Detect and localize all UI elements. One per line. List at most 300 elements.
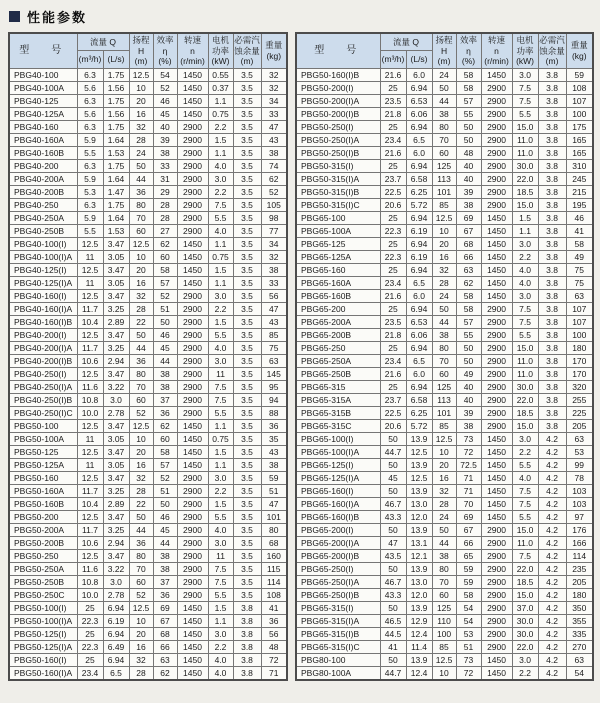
- value-cell: 3.5: [233, 172, 261, 185]
- value-cell: 113: [432, 393, 456, 406]
- value-cell: 66: [456, 250, 481, 263]
- value-cell: 1.64: [103, 133, 129, 146]
- value-cell: 2900: [481, 601, 512, 614]
- value-cell: 80: [129, 198, 153, 211]
- model-cell: PBG65-315: [296, 380, 380, 393]
- value-cell: 1.75: [103, 120, 129, 133]
- table-row: [296, 289, 593, 302]
- value-cell: 50: [380, 653, 406, 666]
- value-cell: 63: [566, 653, 593, 666]
- value-cell: 10: [129, 250, 153, 263]
- value-cell: 1450: [481, 510, 512, 523]
- value-cell: 41: [261, 601, 287, 614]
- value-cell: 6.06: [406, 107, 432, 120]
- value-cell: 3.47: [103, 549, 129, 562]
- value-cell: 44: [432, 315, 456, 328]
- value-cell: 6.49: [103, 640, 129, 653]
- value-cell: 22.0: [512, 393, 538, 406]
- value-cell: 50: [456, 133, 481, 146]
- table-row: [296, 666, 593, 680]
- value-cell: 2900: [481, 302, 512, 315]
- value-cell: 1.5: [208, 263, 233, 276]
- value-cell: 54: [456, 601, 481, 614]
- value-cell: 45: [153, 341, 177, 354]
- model-cell: PBG65-315(I)B: [296, 627, 380, 640]
- value-cell: 10.4: [77, 497, 103, 510]
- value-cell: 80: [129, 549, 153, 562]
- value-cell: 2900: [481, 393, 512, 406]
- value-cell: 2900: [481, 107, 512, 120]
- table-row: [296, 484, 593, 497]
- value-cell: 49: [566, 250, 593, 263]
- value-cell: 3.5: [233, 523, 261, 536]
- model-cell: PBG65-315(I)C: [296, 640, 380, 653]
- value-cell: 6.0: [406, 146, 432, 159]
- column-header-weight: 重量 (kg): [261, 33, 287, 68]
- model-cell: PBG40-250(I)B: [9, 393, 77, 406]
- value-cell: 3.5: [233, 471, 261, 484]
- table-row: [9, 185, 287, 198]
- value-cell: 2900: [177, 120, 208, 133]
- model-cell: PBG50-250A: [9, 562, 77, 575]
- value-cell: 3.47: [103, 510, 129, 523]
- value-cell: 12.5: [77, 419, 103, 432]
- table-row: [296, 536, 593, 549]
- value-cell: 23.5: [380, 94, 406, 107]
- value-cell: 2900: [177, 211, 208, 224]
- model-cell: PBG65-315(I): [296, 601, 380, 614]
- value-cell: 0.37: [208, 81, 233, 94]
- value-cell: 2900: [481, 315, 512, 328]
- value-cell: 165: [566, 146, 593, 159]
- model-cell: PBG65-315A: [296, 393, 380, 406]
- value-cell: 28: [153, 198, 177, 211]
- value-cell: 7.5: [512, 484, 538, 497]
- model-cell: PBG40-100(I)A: [9, 250, 77, 263]
- value-cell: 3.05: [103, 250, 129, 263]
- value-cell: 3.5: [233, 419, 261, 432]
- value-cell: 3.5: [233, 497, 261, 510]
- model-cell: PBG50-160: [9, 471, 77, 484]
- value-cell: 1450: [481, 653, 512, 666]
- value-cell: 35: [261, 432, 287, 445]
- value-cell: 3.5: [233, 575, 261, 588]
- value-cell: 1.75: [103, 68, 129, 81]
- column-header-flow-m3h: (m³/h): [380, 51, 406, 68]
- value-cell: 65: [456, 549, 481, 562]
- value-cell: 3.8: [233, 601, 261, 614]
- value-cell: 75: [566, 263, 593, 276]
- value-cell: 0.75: [208, 250, 233, 263]
- value-cell: 1450: [177, 432, 208, 445]
- value-cell: 3.5: [233, 133, 261, 146]
- table-row: [296, 406, 593, 419]
- value-cell: 15.0: [512, 120, 538, 133]
- value-cell: 2900: [177, 393, 208, 406]
- table-row: [296, 588, 593, 601]
- value-cell: 47: [261, 120, 287, 133]
- value-cell: 60: [129, 224, 153, 237]
- model-cell: PBG65-160(I)B: [296, 510, 380, 523]
- value-cell: 1450: [481, 276, 512, 289]
- value-cell: 44.7: [380, 666, 406, 680]
- column-header-power: 电机 功率 (kW): [208, 33, 233, 68]
- value-cell: 30.0: [512, 380, 538, 393]
- value-cell: 3.8: [538, 328, 566, 341]
- value-cell: 3.47: [103, 367, 129, 380]
- value-cell: 3.25: [103, 341, 129, 354]
- value-cell: 3.8: [538, 133, 566, 146]
- value-cell: 99: [566, 458, 593, 471]
- value-cell: 36: [153, 588, 177, 601]
- value-cell: 5.5: [512, 328, 538, 341]
- value-cell: 38: [432, 107, 456, 120]
- table-row: [296, 458, 593, 471]
- value-cell: 80: [129, 367, 153, 380]
- value-cell: 12.5: [77, 510, 103, 523]
- value-cell: 3.8: [233, 614, 261, 627]
- value-cell: 44.7: [380, 445, 406, 458]
- model-cell: PBG40-250: [9, 198, 77, 211]
- value-cell: 1450: [481, 458, 512, 471]
- value-cell: 11.7: [77, 484, 103, 497]
- value-cell: 1.75: [103, 159, 129, 172]
- value-cell: 2900: [177, 497, 208, 510]
- model-cell: PBG50-160B: [9, 497, 77, 510]
- value-cell: 33: [153, 159, 177, 172]
- value-cell: 3.5: [233, 237, 261, 250]
- value-cell: 20: [129, 263, 153, 276]
- value-cell: 3.8: [538, 393, 566, 406]
- value-cell: 58: [456, 302, 481, 315]
- value-cell: 2.2: [208, 185, 233, 198]
- value-cell: 22: [129, 315, 153, 328]
- value-cell: 36: [261, 614, 287, 627]
- value-cell: 103: [566, 484, 593, 497]
- value-cell: 4.2: [538, 458, 566, 471]
- value-cell: 69: [456, 510, 481, 523]
- value-cell: 2900: [481, 588, 512, 601]
- model-cell: PBG40-160(I)B: [9, 315, 77, 328]
- value-cell: 1450: [177, 94, 208, 107]
- value-cell: 12.5: [77, 328, 103, 341]
- value-cell: 4.0: [208, 341, 233, 354]
- column-header-npsh: 必需汽 蚀余量 (m): [539, 35, 565, 66]
- value-cell: 3.5: [233, 146, 261, 159]
- table-header: [9, 33, 287, 68]
- model-cell: PBG50-100: [9, 419, 77, 432]
- model-cell: PBG50-250: [9, 549, 77, 562]
- value-cell: 40: [456, 393, 481, 406]
- value-cell: 36: [153, 406, 177, 419]
- value-cell: 10.8: [77, 393, 103, 406]
- value-cell: 5.5: [77, 224, 103, 237]
- value-cell: 6.3: [77, 68, 103, 81]
- value-cell: 59: [261, 471, 287, 484]
- value-cell: 2900: [481, 640, 512, 653]
- value-cell: 43: [261, 133, 287, 146]
- model-cell: PBG40-160A: [9, 133, 77, 146]
- value-cell: 25: [77, 601, 103, 614]
- table-row: [296, 640, 593, 653]
- value-cell: 160: [261, 549, 287, 562]
- value-cell: 50: [456, 120, 481, 133]
- value-cell: 73: [456, 653, 481, 666]
- value-cell: 21.8: [380, 328, 406, 341]
- value-cell: 1450: [177, 445, 208, 458]
- value-cell: 114: [261, 575, 287, 588]
- value-cell: 1450: [177, 81, 208, 94]
- value-cell: 63: [153, 653, 177, 666]
- value-cell: 1.1: [208, 146, 233, 159]
- model-cell: PBG40-160B: [9, 146, 77, 159]
- table-row: [9, 419, 287, 432]
- column-header-flow-ls: (L/s): [103, 51, 129, 68]
- value-cell: 3.25: [103, 523, 129, 536]
- value-cell: 15.0: [512, 198, 538, 211]
- value-cell: 67: [456, 224, 481, 237]
- value-cell: 2900: [481, 575, 512, 588]
- value-cell: 3.5: [233, 68, 261, 81]
- value-cell: 205: [566, 419, 593, 432]
- value-cell: 4.2: [538, 549, 566, 562]
- model-cell: PBG65-250(I)B: [296, 588, 380, 601]
- value-cell: 57: [456, 94, 481, 107]
- value-cell: 11: [208, 549, 233, 562]
- value-cell: 28: [129, 133, 153, 146]
- value-cell: 49: [456, 367, 481, 380]
- model-cell: PBG50-315(I): [296, 159, 380, 172]
- value-cell: 50: [432, 81, 456, 94]
- value-cell: 5.5: [208, 510, 233, 523]
- value-cell: 2900: [177, 484, 208, 497]
- performance-table-right: [295, 32, 594, 681]
- value-cell: 80: [432, 562, 456, 575]
- model-cell: PBG40-200A: [9, 172, 77, 185]
- value-cell: 3.8: [538, 250, 566, 263]
- model-cell: PBG40-250(I): [9, 367, 77, 380]
- model-cell: PBG65-250(I)A: [296, 575, 380, 588]
- value-cell: 51: [261, 484, 287, 497]
- value-cell: 46: [153, 328, 177, 341]
- value-cell: 11.0: [512, 367, 538, 380]
- value-cell: 6.25: [406, 406, 432, 419]
- value-cell: 70: [129, 380, 153, 393]
- value-cell: 3.0: [512, 68, 538, 81]
- table-row: [9, 445, 287, 458]
- value-cell: 2900: [177, 471, 208, 484]
- value-cell: 270: [566, 640, 593, 653]
- value-cell: 2900: [481, 341, 512, 354]
- model-cell: PBG50-160(I)B: [296, 68, 380, 81]
- table-row: [9, 354, 287, 367]
- value-cell: 3.25: [103, 302, 129, 315]
- value-cell: 23.5: [380, 315, 406, 328]
- value-cell: 2900: [177, 198, 208, 211]
- model-cell: PBG65-160B: [296, 289, 380, 302]
- value-cell: 1450: [177, 614, 208, 627]
- table-row: [9, 575, 287, 588]
- model-cell: PBG40-125(I)A: [9, 276, 77, 289]
- value-cell: 30.0: [512, 159, 538, 172]
- value-cell: 12.5: [77, 263, 103, 276]
- value-cell: 6.94: [406, 302, 432, 315]
- value-cell: 52: [129, 588, 153, 601]
- value-cell: 5.5: [208, 211, 233, 224]
- table-row: [9, 328, 287, 341]
- value-cell: 23.4: [380, 276, 406, 289]
- value-cell: 57: [153, 458, 177, 471]
- value-cell: 2900: [481, 120, 512, 133]
- value-cell: 28: [129, 666, 153, 680]
- value-cell: 5.9: [77, 133, 103, 146]
- table-row: [296, 419, 593, 432]
- value-cell: 70: [432, 575, 456, 588]
- model-cell: PBG65-125: [296, 237, 380, 250]
- value-cell: 3.5: [233, 198, 261, 211]
- value-cell: 36: [129, 536, 153, 549]
- value-cell: 2900: [481, 172, 512, 185]
- value-cell: 3.22: [103, 380, 129, 393]
- value-cell: 72: [456, 445, 481, 458]
- model-cell: PBG50-125A: [9, 458, 77, 471]
- value-cell: 20: [432, 237, 456, 250]
- value-cell: 2.2: [208, 302, 233, 315]
- value-cell: 80: [261, 523, 287, 536]
- value-cell: 6.94: [406, 341, 432, 354]
- value-cell: 125: [432, 601, 456, 614]
- value-cell: 2900: [481, 562, 512, 575]
- table-row: [9, 315, 287, 328]
- value-cell: 3.5: [233, 562, 261, 575]
- model-cell: PBG50-160(I)A: [9, 666, 77, 680]
- value-cell: 6.0: [406, 68, 432, 81]
- model-cell: PBG65-250(I): [296, 562, 380, 575]
- value-cell: 1450: [481, 68, 512, 81]
- table-row: [9, 666, 287, 680]
- value-cell: 5.72: [406, 419, 432, 432]
- section-title: [9, 8, 593, 24]
- value-cell: 3.8: [538, 289, 566, 302]
- value-cell: 6.5: [103, 666, 129, 680]
- value-cell: 7.5: [208, 393, 233, 406]
- value-cell: 37.0: [512, 601, 538, 614]
- value-cell: 11: [77, 276, 103, 289]
- value-cell: 15.0: [512, 419, 538, 432]
- value-cell: 7.5: [208, 575, 233, 588]
- value-cell: 11.7: [77, 302, 103, 315]
- value-cell: 3.5: [233, 445, 261, 458]
- value-cell: 3.5: [233, 393, 261, 406]
- model-cell: PBG65-160: [296, 263, 380, 276]
- value-cell: 5.9: [77, 172, 103, 185]
- value-cell: 13.9: [406, 653, 432, 666]
- value-cell: 21.8: [380, 107, 406, 120]
- value-cell: 2.2: [512, 666, 538, 680]
- value-cell: 72: [261, 653, 287, 666]
- value-cell: 3.5: [233, 289, 261, 302]
- value-cell: 22.5: [380, 185, 406, 198]
- value-cell: 73: [456, 432, 481, 445]
- value-cell: 2900: [481, 354, 512, 367]
- value-cell: 77: [261, 224, 287, 237]
- value-cell: 3.47: [103, 419, 129, 432]
- value-cell: 56: [261, 627, 287, 640]
- value-cell: 245: [566, 172, 593, 185]
- value-cell: 12.5: [77, 367, 103, 380]
- value-cell: 6.94: [406, 120, 432, 133]
- value-cell: 100: [566, 328, 593, 341]
- value-cell: 3.0: [512, 237, 538, 250]
- value-cell: 3.8: [538, 68, 566, 81]
- value-cell: 3.5: [233, 159, 261, 172]
- value-cell: 43: [261, 445, 287, 458]
- value-cell: 25: [380, 211, 406, 224]
- value-cell: 58: [456, 588, 481, 601]
- value-cell: 12.5: [406, 471, 432, 484]
- value-cell: 2900: [481, 627, 512, 640]
- value-cell: 58: [456, 289, 481, 302]
- value-cell: 1.5: [208, 601, 233, 614]
- value-cell: 34: [261, 94, 287, 107]
- value-cell: 1450: [481, 445, 512, 458]
- table-row: [296, 653, 593, 666]
- table-row: [296, 211, 593, 224]
- value-cell: 11: [77, 432, 103, 445]
- table-row: [296, 224, 593, 237]
- value-cell: 13.1: [406, 536, 432, 549]
- model-cell: PBG50-315(I)C: [296, 198, 380, 211]
- value-cell: 7.5: [512, 81, 538, 94]
- value-cell: 1.5: [208, 445, 233, 458]
- value-cell: 3.0: [103, 393, 129, 406]
- value-cell: 3.8: [538, 263, 566, 276]
- table-row: [9, 367, 287, 380]
- value-cell: 3.8: [538, 94, 566, 107]
- value-cell: 1450: [481, 666, 512, 680]
- value-cell: 12.0: [406, 510, 432, 523]
- value-cell: 22: [129, 497, 153, 510]
- value-cell: 24: [432, 68, 456, 81]
- value-cell: 23.7: [380, 393, 406, 406]
- table-row: [296, 380, 593, 393]
- value-cell: 45: [153, 523, 177, 536]
- value-cell: 5.3: [77, 185, 103, 198]
- value-cell: 10: [129, 81, 153, 94]
- value-cell: 4.0: [208, 159, 233, 172]
- model-cell: PBG65-250A: [296, 354, 380, 367]
- value-cell: 2900: [481, 133, 512, 146]
- value-cell: 10: [129, 432, 153, 445]
- value-cell: 3.8: [538, 367, 566, 380]
- value-cell: 2900: [177, 133, 208, 146]
- value-cell: 75: [566, 276, 593, 289]
- table-header: [296, 33, 593, 68]
- table-row: [296, 302, 593, 315]
- value-cell: 12.5: [129, 601, 153, 614]
- value-cell: 53: [566, 445, 593, 458]
- value-cell: 51: [153, 302, 177, 315]
- value-cell: 101: [432, 185, 456, 198]
- value-cell: 63: [566, 432, 593, 445]
- value-cell: 4.2: [538, 601, 566, 614]
- value-cell: 7.5: [512, 302, 538, 315]
- value-cell: 40: [153, 120, 177, 133]
- value-cell: 2900: [481, 159, 512, 172]
- value-cell: 59: [456, 575, 481, 588]
- value-cell: 32: [432, 484, 456, 497]
- value-cell: 98: [261, 211, 287, 224]
